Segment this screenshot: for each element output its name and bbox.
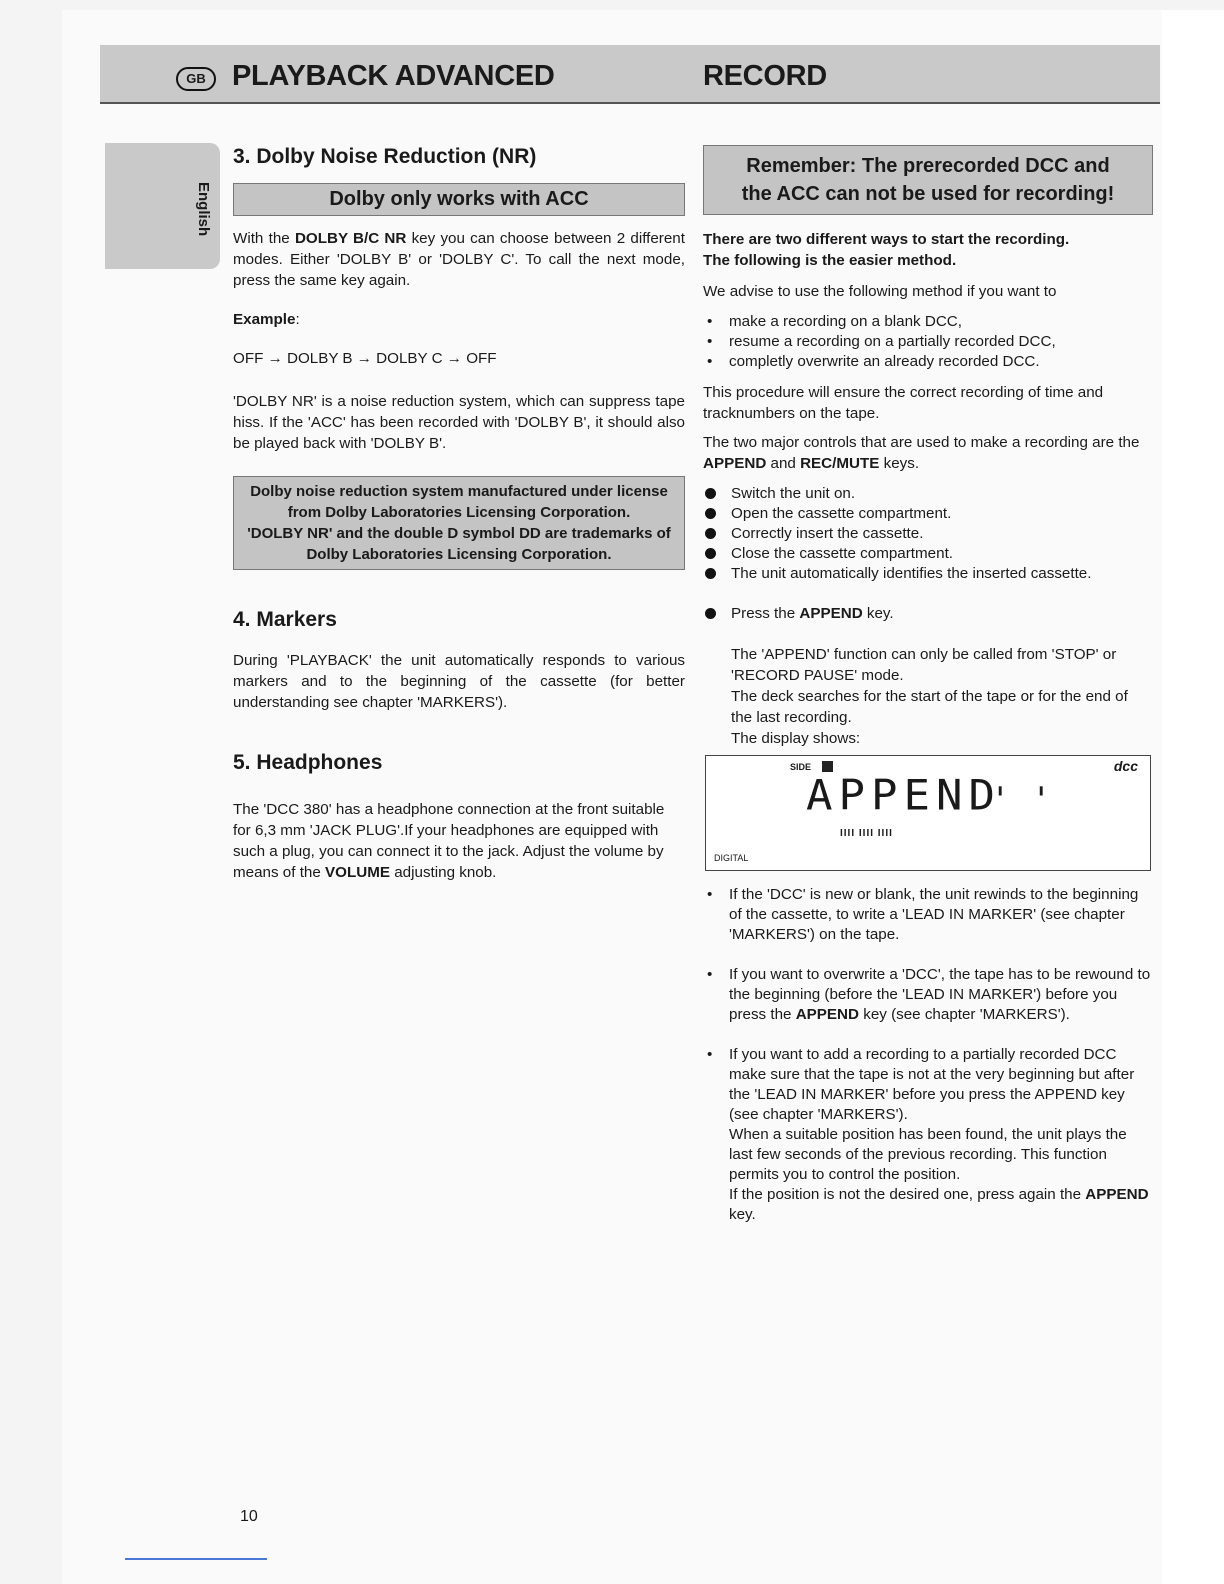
page-title-right: RECORD (703, 60, 827, 92)
list-item: • make a recording on a blank DCC, (703, 312, 1153, 332)
append-info-line: The 'APPEND' function can only be called from 'STOP' or 'RECORD PAUSE' mode. (731, 646, 1117, 684)
press-step (703, 604, 1153, 624)
list-item: The unit automatically identifies the inserted cassette. (703, 564, 1153, 584)
page-title-left: PLAYBACK ADVANCED (232, 60, 555, 92)
example-heading: Example: (233, 311, 300, 328)
remember-line: the ACC can not be used for recording! (741, 183, 1115, 205)
list-item: • If the 'DCC' is new or blank, the unit rewinds to the beginning of the cassette, to write a 'LEAD IN MARKER' (see chapter 'MARKERS') on the tape. (703, 885, 1153, 945)
scan-marker (125, 1558, 267, 1560)
dcc-logo-icon: dcc (1113, 758, 1138, 774)
left-column (233, 145, 685, 883)
lcd-level-bars: IIII IIII IIII (840, 828, 893, 839)
example-sequence: OFF → DOLBY B → DOLBY C → OFF (233, 350, 497, 367)
dolby-acc-notice: Dolby only works with ACC (233, 183, 685, 216)
page-number: 10 (240, 1508, 258, 1525)
dolby-trademark-box (233, 476, 685, 570)
remember-box (703, 145, 1153, 215)
controls-text: The two major controls that are used to make a recording are the APPEND and REC/MUTE keys. (703, 434, 1140, 472)
scan-edge-left (0, 0, 62, 1584)
header-rule (100, 102, 1160, 104)
append-info-line: The deck searches for the start of the tape or for the end of the last recording. (731, 688, 1128, 726)
lcd-display (705, 755, 1151, 871)
markers-paragraph: During 'PLAYBACK' the unit automatically responds to various markers and to the beginning of the cassette (for better understanding see chapter 'MARKERS'). (233, 652, 685, 711)
notes-list (703, 885, 1153, 1225)
remember-line: Remember: The prerecorded DCC and (746, 155, 1110, 177)
lcd-main-text: APPEND (806, 771, 1001, 820)
trademark-line: Dolby noise reduction system manufactured under license from Dolby Laboratories Licensing Corporation. (250, 483, 668, 521)
list-item: Open the cassette compartment. (703, 504, 1153, 524)
list-item: • resume a recording on a partially recorded DCC, (703, 332, 1153, 352)
language-tab-label: English (195, 182, 212, 237)
append-info (703, 644, 1153, 749)
lcd-tick-marks: ' ' (990, 780, 1052, 820)
procedure-text: This procedure will ensure the correct recording of time and tracknumbers on the tape. (703, 384, 1104, 422)
list-item: • If you want to overwrite a 'DCC', the tape has to be rewound to the beginning (before the 'LEAD IN MARKER') before you press the APPEND key (see chapter 'MARKERS'). (703, 965, 1153, 1025)
dolby-paragraph: With the DOLBY B/C NR key you can choose between 2 different modes. Either 'DOLBY B' or 'DOLBY C'. To call the next mode, press the same key again. (233, 230, 685, 289)
headphones-paragraph: The 'DCC 380' has a headphone connection at the front suitable for 6,3 mm 'JACK PLUG'.If your headphones are equipped with such a plug, you can connect it to the jack. Adjust the volume by means of the VOLUME adjusting knob. (233, 801, 665, 881)
section-title-headphones: 5. Headphones (233, 751, 383, 774)
right-column (703, 145, 1153, 1225)
advise-list (703, 312, 1153, 372)
dolby-nr-paragraph: 'DOLBY NR' is a noise reduction system, which can suppress tape hiss. If the 'ACC' has been recorded with 'DOLBY B', it should also be played back with 'DOLBY B'. (233, 393, 685, 452)
scan-edge-top (0, 0, 1224, 10)
section-title-dolby: 3. Dolby Noise Reduction (NR) (233, 145, 537, 168)
country-badge: GB (176, 67, 216, 91)
list-item: • If you want to add a recording to a partially recorded DCC make sure that the tape is not at the very beginning but after the 'LEAD IN MARKER' before you press the APPEND key (see chapter 'MARKERS'). When a suitable position has been found, the unit plays the last few seconds of the previous recording. This function permits you to control the position. If the position is not the desired one, press again the APPEND key. (703, 1045, 1153, 1225)
list-item: Press the APPEND key. (703, 604, 1153, 624)
section-title-markers: 4. Markers (233, 608, 337, 631)
advise-text: We advise to use the following method if you want to (703, 283, 1057, 300)
trademark-line: 'DOLBY NR' and the double D symbol DD are trademarks of Dolby Laboratories Licensing Corporation. (247, 525, 671, 563)
list-item: Correctly insert the cassette. (703, 524, 1153, 544)
intro-bold: There are two different ways to start the recording. The following is the easier method. (703, 231, 1070, 269)
list-item: Close the cassette compartment. (703, 544, 1153, 564)
append-info-line: The display shows: (731, 730, 861, 747)
lcd-digital-label: DIGITAL (714, 853, 749, 863)
lcd-side-label: SIDE (790, 762, 812, 772)
steps-list (703, 484, 1153, 584)
list-item: Switch the unit on. (703, 484, 1153, 504)
list-item: • completly overwrite an already recorded DCC. (703, 352, 1153, 372)
